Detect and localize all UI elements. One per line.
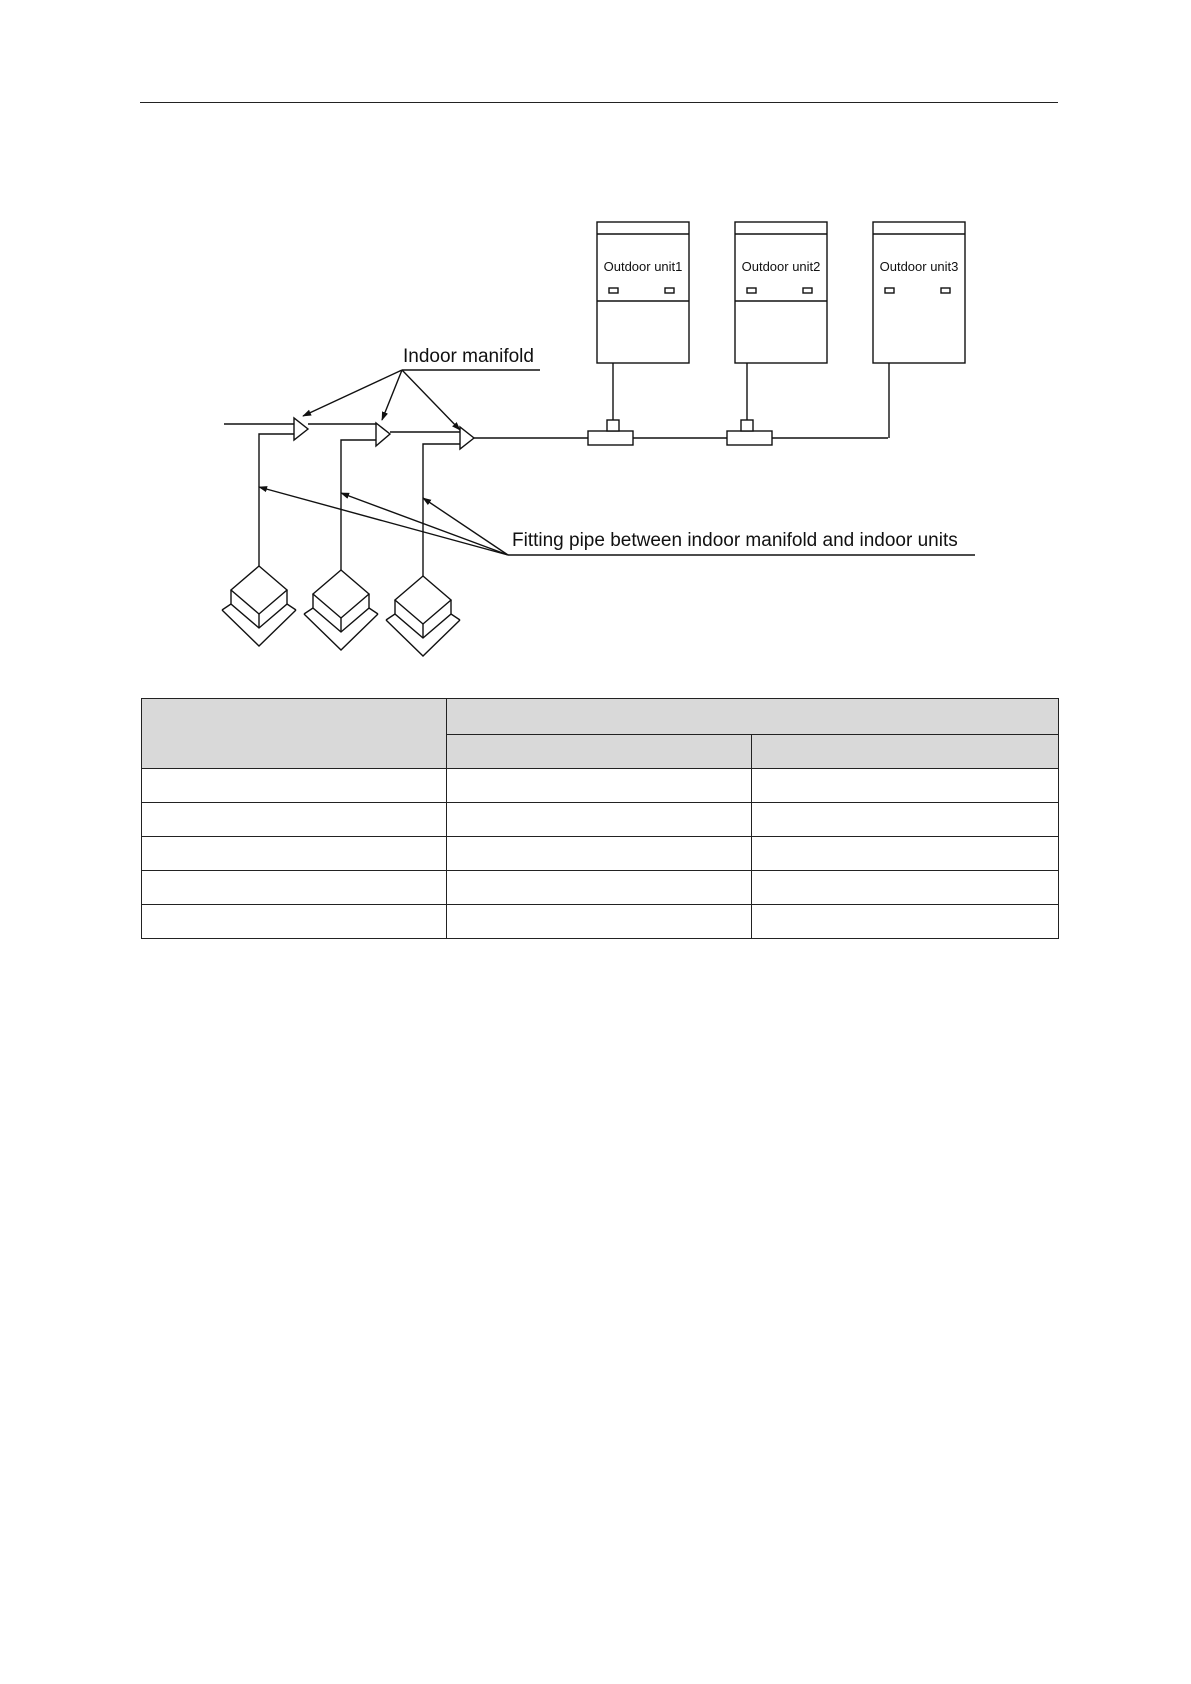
- table-cell: [447, 905, 752, 939]
- table-row: [142, 905, 1059, 939]
- table-header-group-cell: [447, 699, 1059, 735]
- table-header-cell: [142, 699, 447, 769]
- y-branch-manifold-icon: [460, 427, 474, 449]
- indoor-piping: [224, 418, 474, 576]
- table-header-row: [142, 699, 1059, 735]
- indoor-unit-1: [222, 566, 296, 646]
- table-cell: [447, 803, 752, 837]
- outdoor-unit-2-label: Outdoor unit2: [741, 259, 821, 274]
- cassette-indoor-unit-icon: [304, 570, 378, 650]
- piping-diagram: [0, 0, 1191, 680]
- table-cell: [142, 905, 447, 939]
- table-cell: [142, 769, 447, 803]
- table-cell: [752, 871, 1059, 905]
- cassette-indoor-unit-icon: [222, 566, 296, 646]
- table-cell: [142, 803, 447, 837]
- outdoor-unit-3: [873, 222, 965, 363]
- y-branch-manifold-icon: [294, 418, 308, 440]
- outdoor-unit-icon: [735, 222, 827, 363]
- outdoor-unit-1-label: Outdoor unit1: [603, 259, 683, 274]
- table-row: [142, 837, 1059, 871]
- y-branch-manifold-icon: [376, 423, 390, 446]
- indoor-unit-2: [304, 570, 378, 650]
- table-cell: [447, 769, 752, 803]
- table-cell: [752, 905, 1059, 939]
- table-subheader-cell: [752, 735, 1059, 769]
- table-cell: [447, 837, 752, 871]
- table-cell: [142, 871, 447, 905]
- table-subheader-cell: [447, 735, 752, 769]
- fitting-pipe-label: Fitting pipe between indoor manifold and indoor units: [512, 530, 958, 551]
- cassette-indoor-unit-icon: [386, 576, 460, 656]
- outdoor-unit-icon: [873, 222, 965, 363]
- table-cell: [752, 769, 1059, 803]
- tee-joint-icon: [588, 420, 633, 445]
- outdoor-unit-2: [735, 222, 827, 363]
- fitting-pipe-callout: [259, 487, 975, 555]
- outdoor-unit-icon: [597, 222, 689, 363]
- indoor-manifold-callout: [303, 346, 540, 430]
- table-cell: [752, 837, 1059, 871]
- indoor-manifold-label: Indoor manifold: [403, 346, 534, 367]
- outdoor-unit-1: [597, 222, 689, 363]
- outdoor-unit-3-label: Outdoor unit3: [879, 259, 959, 274]
- table-row: [142, 769, 1059, 803]
- indoor-unit-3: [386, 576, 460, 656]
- tee-joint-icon: [727, 420, 772, 445]
- spec-table: [141, 698, 1059, 939]
- table-row: [142, 803, 1059, 837]
- table-cell: [752, 803, 1059, 837]
- table-cell: [447, 871, 752, 905]
- outdoor-piping: [470, 363, 889, 445]
- table-cell: [142, 837, 447, 871]
- table-row: [142, 871, 1059, 905]
